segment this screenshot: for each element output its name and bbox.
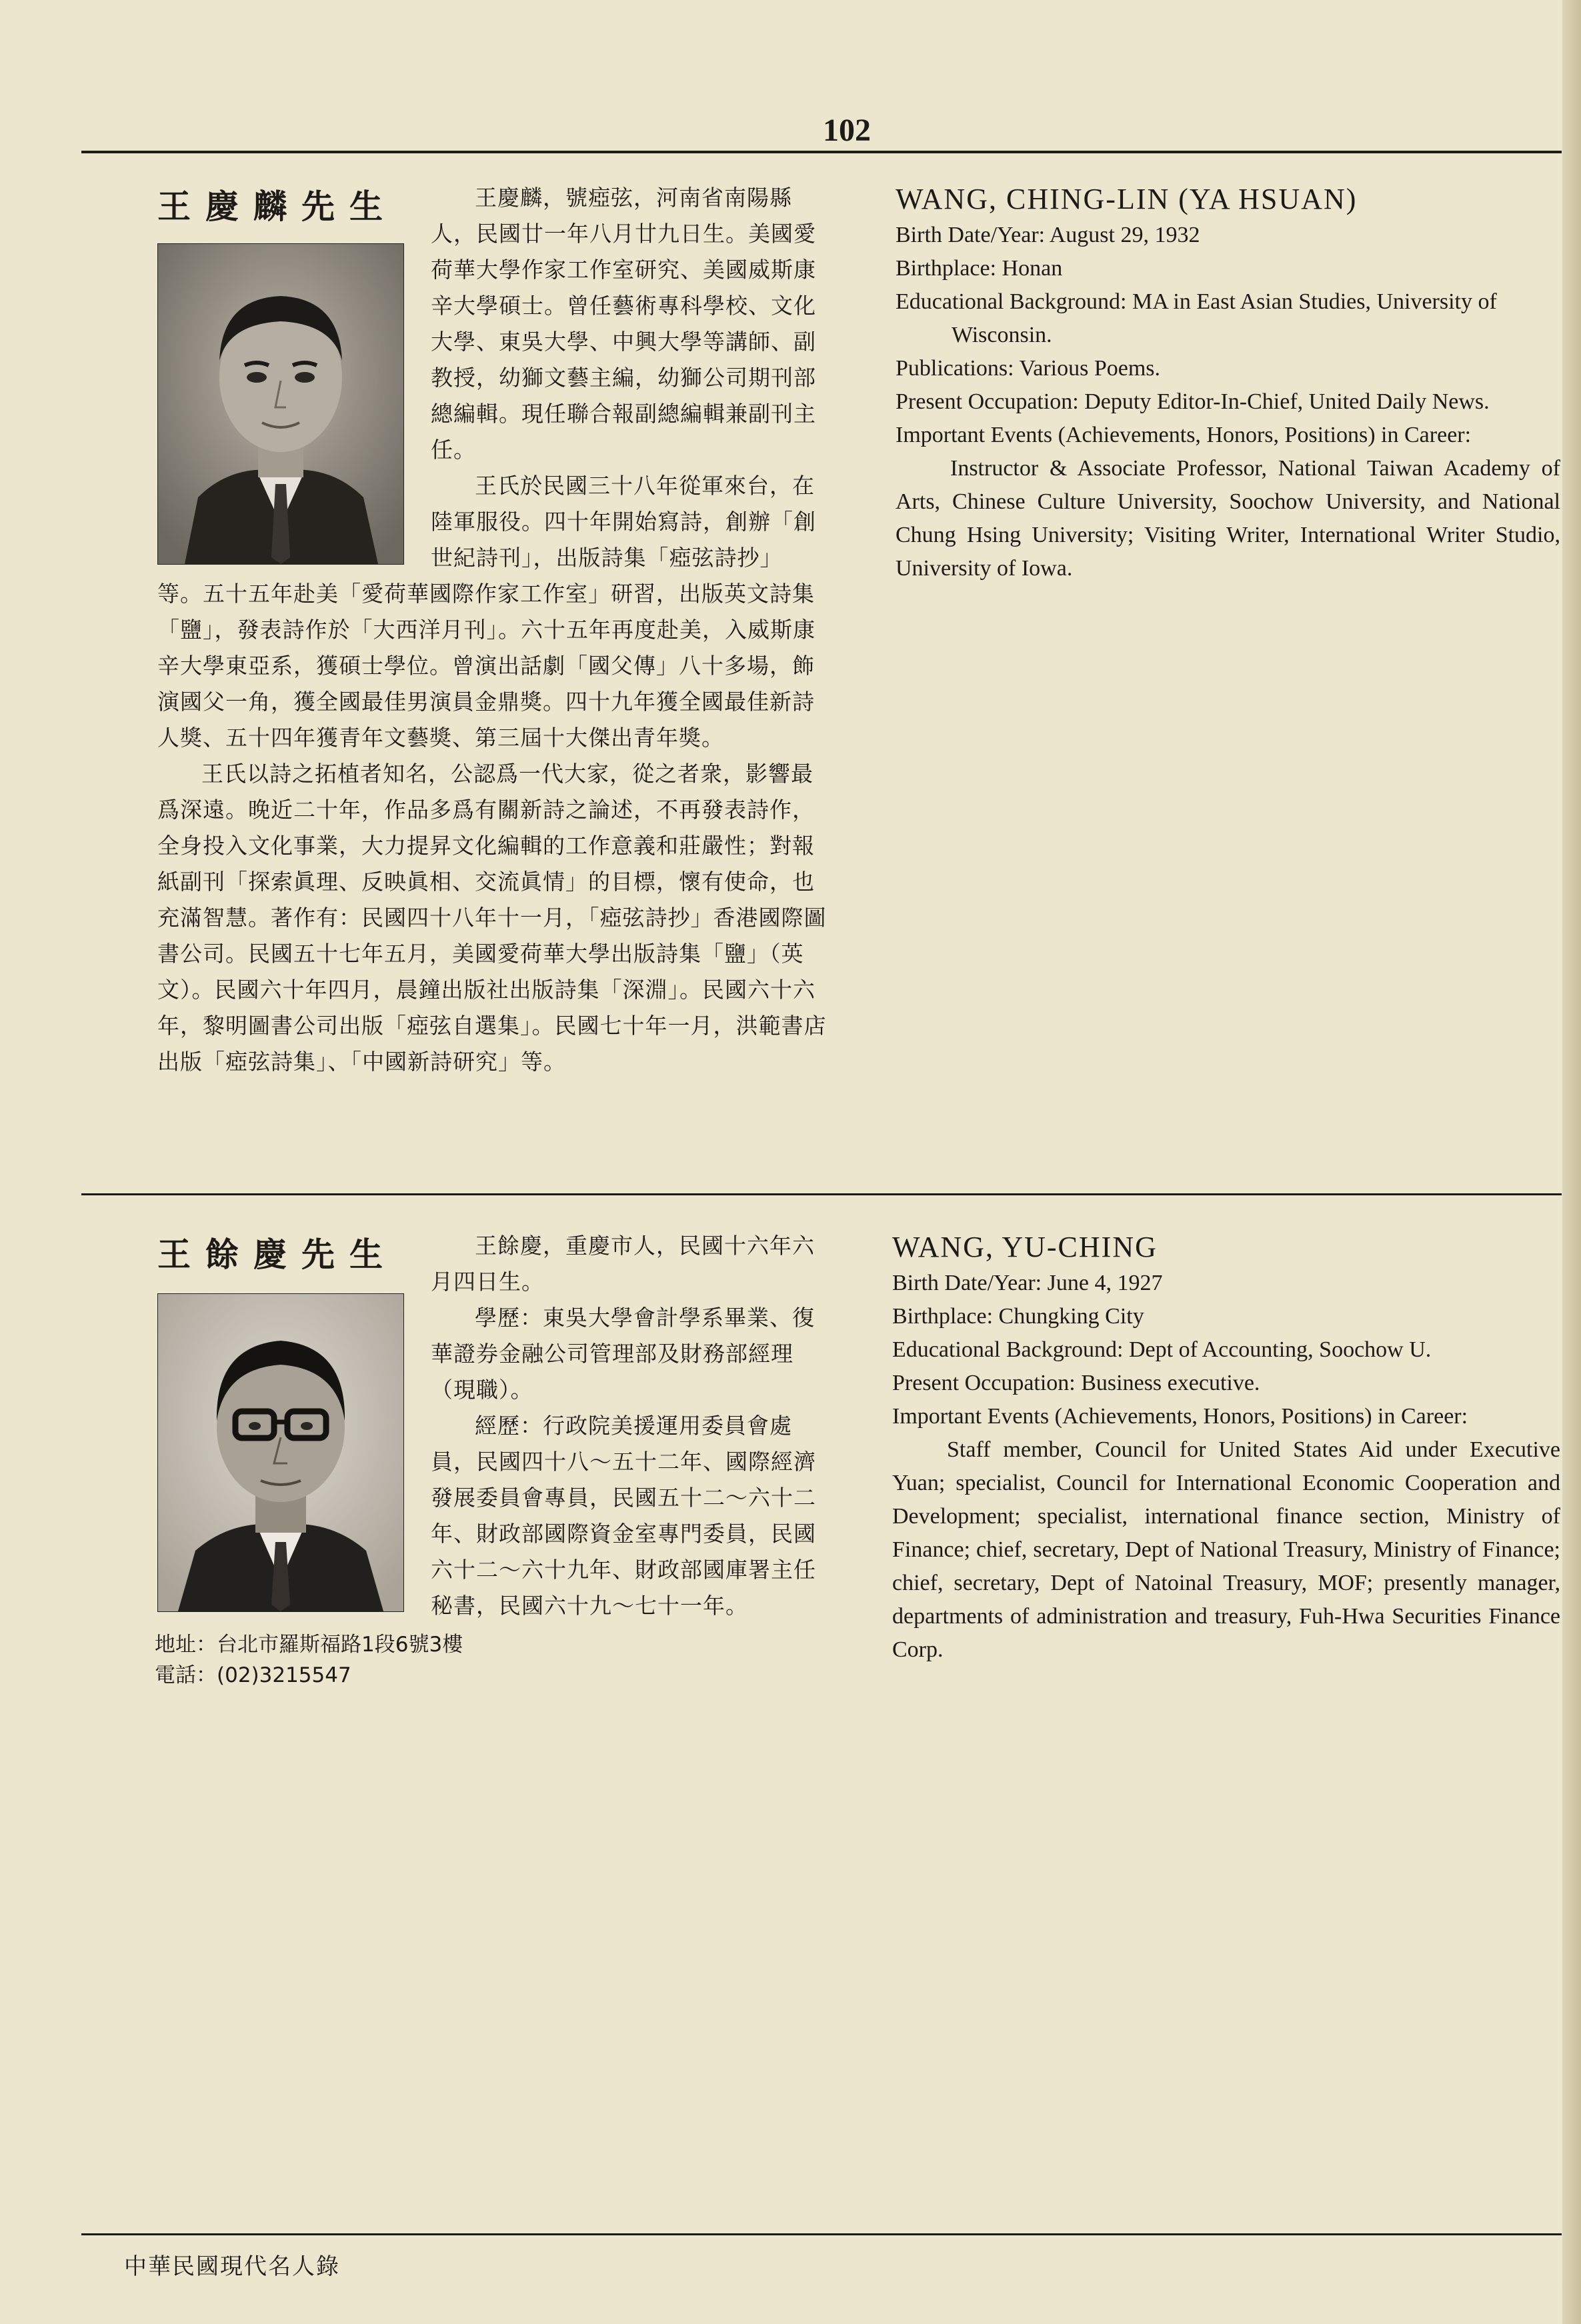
birth-date: Birth Date/Year: June 4, 1927 <box>892 1271 1163 1295</box>
entry1-english <box>896 180 1560 585</box>
events-text: Instructor & Associate Professor, National Taiwan Academy of Arts, Chinese Culture University, Soochow University, and National Chung Hsing University; Visiting Writer, International Writer Studio, University of Iowa. <box>896 456 1560 581</box>
entry1-name-en: WANG, CHING-LIN (YA HSUAN) <box>896 183 1358 215</box>
bio-paragraph: 王慶麟，號瘂弦，河南省南陽縣人，民國廿一年八月廿九日生。美國愛荷華大學作家工作室研究、美國威斯康辛大學碩士。曾任藝術專科學校、文化大學、東吳大學、中興大學等講師、副教授，幼獅文藝主編，幼獅公司期刊部總編輯。現任聯合報副總編輯兼副刊主任。 <box>431 185 816 463</box>
events-label: Important Events (Achievements, Honors, Positions) in Career: <box>896 423 1472 447</box>
bio-paragraph: 王氏以詩之拓植者知名，公認爲一代大家，從之者衆，影響最爲深遠。晚近二十年，作品多爲有關新詩之論述，不再發表詩作，全身投入文化事業，大力提昇文化編輯的工作意義和莊嚴性；對報紙副刊「探索眞理、反映眞相、交流眞情」的目標，懷有使命，也充滿智慧。著作有：民國四十八年十一月，「瘂弦詩抄」香港國際圖書公司。民國五十七年五月，美國愛荷華大學出版詩集「鹽」（英文）。民國六十年四月，晨鐘出版社出版詩集「深淵」。民國六十六年，黎明圖書公司出版「瘂弦自選集」。民國七十年一月，洪範書店出版「瘂弦詩集」、「中國新詩研究」等。 <box>157 761 827 1075</box>
entry2-english <box>892 1228 1560 1667</box>
education: Educational Background: MA in East Asian Studies, University of Wisconsin. <box>896 289 1497 347</box>
photo-spacer <box>157 180 431 567</box>
entry2-name-en: WANG, YU-CHING <box>892 1231 1158 1263</box>
page-edge <box>1562 0 1581 2324</box>
birthplace: Birthplace: Chungking City <box>892 1304 1144 1329</box>
birthplace: Birthplace: Honan <box>896 256 1063 281</box>
photo-spacer <box>157 1228 431 1616</box>
entry2-name-zh: 王餘慶先生 <box>157 1235 397 1274</box>
page-number: 102 <box>823 113 871 148</box>
birth-date: Birth Date/Year: August 29, 1932 <box>896 223 1200 247</box>
publications: Publications: Various Poems. <box>896 356 1160 381</box>
bio-paragraph: 經歷：行政院美援運用委員會處員，民國四十八～五十二年、國際經濟發展委員會專員，民國五十二～六十二年、財政部國際資金室專門委員，民國六十二～六十九年、財政部國庫署主任秘書，民國六十九～七十一年。 <box>431 1413 816 1619</box>
entry2-bio-zh <box>157 1228 827 1624</box>
occupation: Present Occupation: Deputy Editor-In-Chief, United Daily News. <box>896 389 1490 414</box>
middle-rule <box>81 1193 1562 1195</box>
bio-paragraph: 學歷：東吳大學會計學系畢業、復華證券金融公司管理部及財務部經理（現職）。 <box>431 1305 815 1403</box>
bottom-rule <box>81 2233 1562 2235</box>
events-label: Important Events (Achievements, Honors, Positions) in Career: <box>892 1404 1468 1429</box>
education: Educational Background: Dept of Accounting, Soochow U. <box>892 1337 1432 1362</box>
occupation: Present Occupation: Business executive. <box>892 1371 1260 1395</box>
footer-title: 中華民國現代名人錄 <box>124 2253 340 2280</box>
entry1-bio-zh <box>157 180 827 1080</box>
address: 地址：台北市羅斯福路1段6號3樓 <box>155 1633 463 1657</box>
phone: 電話：(02)3215547 <box>155 1663 351 1687</box>
events-text: Staff member, Council for United States Aid under Executive Yuan; specialist, Council for International Economic Cooperation and Development; specialist, international finance section, Ministry of Finance; chief, secretary, Dept of National Treasury, Ministry of Finance; chief, secretary, Dept of Natoinal Treasury, MOF; presently manager, departments of administration and treasury, Fuh-Hwa Securities Finance Corp. <box>892 1437 1560 1662</box>
entry2-contact <box>155 1629 463 1691</box>
bio-paragraph: 王餘慶，重慶市人，民國十六年六月四日生。 <box>431 1233 815 1295</box>
top-rule <box>81 151 1562 153</box>
bio-paragraph: 王氏於民國三十八年從軍來台，在陸軍服役。四十年開始寫詩，創辦「創世紀詩刊」，出版詩集「瘂弦詩抄」等。五十五年赴美「愛荷華國際作家工作室」研習，出版英文詩集「鹽」，發表詩作於「大西洋月刊」。六十五年再度赴美，入威斯康辛大學東亞系，獲碩士學位。曾演出話劇「國父傳」八十多場，飾演國父一角，獲全國最佳男演員金鼎獎。四十九年獲全國最佳新詩人獎、五十四年獲青年文藝獎、第三屆十大傑出青年獎。 <box>157 473 816 751</box>
entry1-name-zh: 王慶麟先生 <box>157 187 397 226</box>
